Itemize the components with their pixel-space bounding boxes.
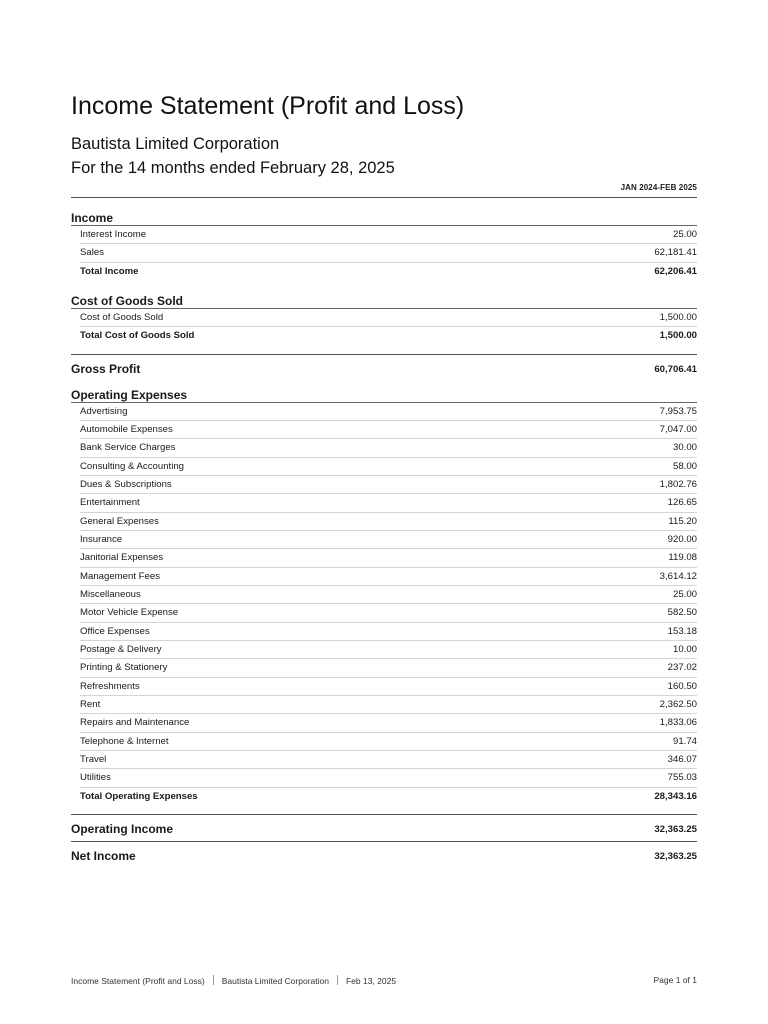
line-item-row bbox=[80, 604, 697, 622]
row-label: Gross Profit bbox=[71, 361, 141, 376]
row-amount: 32,363.25 bbox=[654, 850, 697, 862]
operating-expense-rows bbox=[71, 403, 697, 788]
section-heading-operating-expenses bbox=[71, 381, 697, 403]
cogs-rows bbox=[71, 309, 697, 327]
line-item-row bbox=[80, 623, 697, 641]
line-item-row bbox=[80, 421, 697, 439]
row-amount: 115.20 bbox=[668, 515, 697, 527]
row-label: Total Cost of Goods Sold bbox=[80, 330, 195, 342]
row-amount: 10.00 bbox=[672, 643, 697, 655]
row-label: Sales bbox=[80, 247, 104, 259]
line-item-row bbox=[80, 439, 697, 457]
line-item-row bbox=[80, 586, 697, 604]
row-label: Interest Income bbox=[80, 229, 147, 240]
line-item-row bbox=[80, 641, 697, 659]
statement-body bbox=[71, 204, 697, 868]
line-item-row bbox=[80, 309, 697, 327]
row-label: Utilities bbox=[80, 772, 111, 784]
report-title: Income Statement (Profit and Loss) bbox=[71, 92, 465, 120]
row-amount: 25.00 bbox=[672, 588, 697, 600]
row-amount: 30.00 bbox=[672, 442, 697, 454]
row-amount: 119.08 bbox=[668, 552, 697, 564]
row-amount: 3,614.12 bbox=[659, 570, 697, 582]
row-label: Cost of Goods Sold bbox=[80, 311, 164, 323]
row-amount: 7,047.00 bbox=[659, 423, 697, 435]
line-item-row bbox=[80, 769, 697, 787]
section-heading-cogs bbox=[71, 287, 697, 309]
footer-page-number: Page 1 of 1 bbox=[653, 975, 697, 985]
line-item-row bbox=[80, 531, 697, 549]
row-amount: 153.18 bbox=[667, 625, 697, 637]
line-item-row bbox=[80, 549, 697, 567]
line-item-row bbox=[80, 733, 697, 751]
row-amount: 1,500.00 bbox=[659, 330, 697, 342]
row-label: General Expenses bbox=[80, 515, 159, 527]
line-item-row bbox=[80, 226, 697, 244]
row-amount: 920.00 bbox=[667, 533, 697, 545]
line-item-row bbox=[80, 659, 697, 677]
row-label: Motor Vehicle Expense bbox=[80, 607, 179, 619]
line-item-row bbox=[80, 494, 697, 512]
row-amount: 62,181.41 bbox=[654, 247, 697, 259]
total-cogs-row bbox=[80, 327, 697, 345]
section-heading-income bbox=[71, 204, 697, 226]
row-label: Insurance bbox=[80, 533, 123, 545]
row-label: Total Operating Expenses bbox=[80, 790, 198, 802]
row-label: Advertising bbox=[80, 405, 128, 417]
row-amount: 346.07 bbox=[667, 753, 697, 765]
line-item-row bbox=[80, 513, 697, 531]
row-amount: 28,343.16 bbox=[654, 790, 697, 802]
gross-profit-row bbox=[71, 354, 697, 381]
line-item-row bbox=[80, 476, 697, 494]
row-amount: 1,500.00 bbox=[659, 311, 697, 323]
row-amount: 237.02 bbox=[667, 662, 697, 674]
row-amount: 582.50 bbox=[667, 607, 697, 619]
row-amount: 2,362.50 bbox=[659, 698, 697, 710]
row-label: Miscellaneous bbox=[80, 588, 141, 600]
section-heading-label: Income bbox=[71, 211, 114, 225]
line-item-row bbox=[80, 244, 697, 262]
row-label: Total Income bbox=[80, 265, 139, 277]
row-label: Bank Service Charges bbox=[80, 442, 176, 454]
row-amount: 58.00 bbox=[672, 460, 697, 472]
line-item-row bbox=[80, 403, 697, 421]
line-item-row bbox=[80, 458, 697, 476]
row-label: Automobile Expenses bbox=[80, 423, 173, 435]
company-name: Bautista Limited Corporation bbox=[71, 135, 280, 153]
header-rule bbox=[71, 197, 697, 198]
row-amount: 7,953.75 bbox=[659, 405, 697, 417]
total-income-row bbox=[80, 263, 697, 281]
row-label: Management Fees bbox=[80, 570, 160, 582]
row-label: Net Income bbox=[71, 848, 136, 863]
row-label: Printing & Stationery bbox=[80, 662, 168, 674]
row-amount: 1,802.76 bbox=[659, 478, 697, 490]
section-heading-label: Operating Expenses bbox=[71, 387, 188, 402]
row-label: Telephone & Internet bbox=[80, 735, 169, 747]
row-label: Consulting & Accounting bbox=[80, 460, 184, 472]
row-label: Dues & Subscriptions bbox=[80, 478, 172, 490]
column-header: JAN 2024-FEB 2025 bbox=[620, 183, 697, 192]
report-period: For the 14 months ended February 28, 2025 bbox=[71, 159, 395, 177]
line-item-row bbox=[80, 714, 697, 732]
line-item-row bbox=[80, 696, 697, 714]
row-amount: 32,363.25 bbox=[654, 823, 697, 835]
footer-separator bbox=[213, 975, 214, 985]
line-item-row bbox=[80, 678, 697, 696]
row-amount: 60,706.41 bbox=[654, 363, 697, 375]
footer-company: Bautista Limited Corporation bbox=[221, 976, 329, 986]
line-item-row bbox=[80, 751, 697, 769]
footer-doc-name: Income Statement (Profit and Loss) bbox=[71, 976, 205, 986]
row-label: Rent bbox=[80, 698, 101, 710]
footer-separator bbox=[337, 975, 338, 985]
operating-income-row bbox=[71, 814, 697, 841]
row-label: Repairs and Maintenance bbox=[80, 717, 190, 729]
section-heading-label: Cost of Goods Sold bbox=[71, 293, 183, 308]
row-label: Postage & Delivery bbox=[80, 643, 162, 655]
net-income-row bbox=[71, 841, 697, 868]
row-amount: 126.65 bbox=[667, 497, 697, 509]
row-amount: 25.00 bbox=[672, 229, 697, 240]
footer-left bbox=[71, 975, 396, 986]
row-amount: 755.03 bbox=[667, 772, 697, 784]
row-label: Travel bbox=[80, 753, 107, 765]
total-operating-expenses-row bbox=[80, 788, 697, 806]
row-label: Office Expenses bbox=[80, 625, 150, 637]
row-label: Refreshments bbox=[80, 680, 140, 692]
row-amount: 160.50 bbox=[667, 680, 697, 692]
income-rows bbox=[71, 226, 697, 263]
line-item-row bbox=[80, 568, 697, 586]
footer-date: Feb 13, 2025 bbox=[345, 976, 397, 986]
row-amount: 1,833.06 bbox=[659, 717, 697, 729]
row-amount: 91.74 bbox=[672, 735, 697, 747]
row-label: Entertainment bbox=[80, 497, 140, 509]
row-label: Janitorial Expenses bbox=[80, 552, 164, 564]
row-amount: 62,206.41 bbox=[654, 265, 697, 277]
row-label: Operating Income bbox=[71, 821, 174, 836]
